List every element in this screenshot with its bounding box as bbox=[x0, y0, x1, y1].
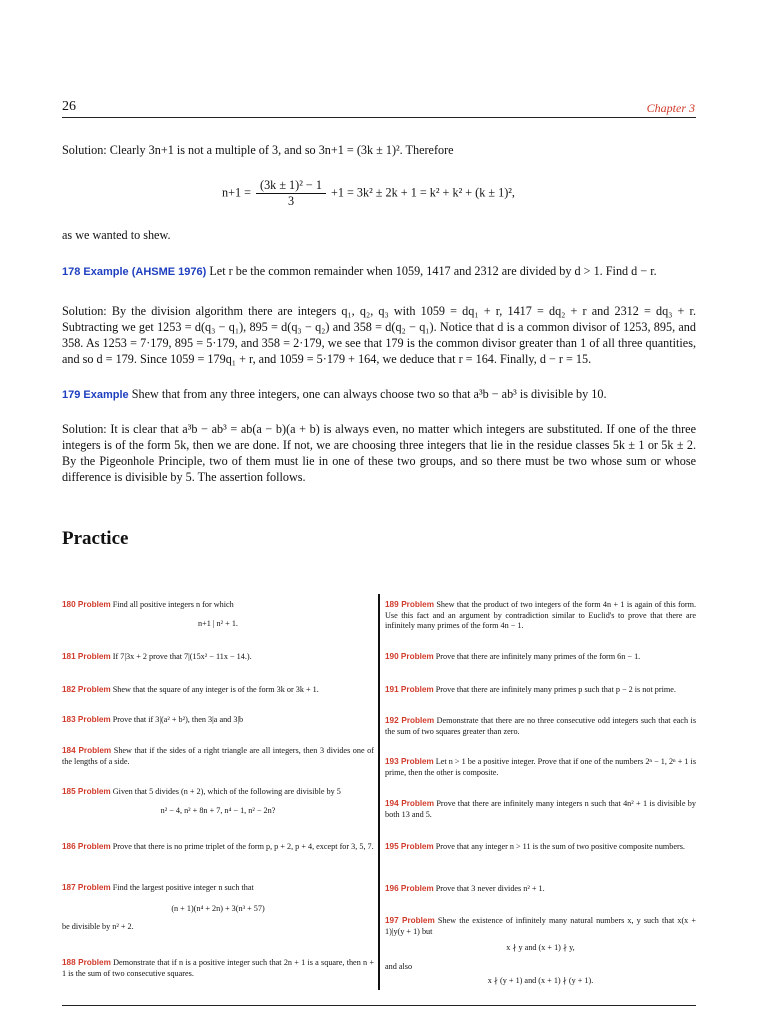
example-178-label: 178 Example (AHSME 1976) bbox=[62, 266, 207, 278]
problem-185-display: n² − 4, n² + 8n + 7, n⁴ − 1, n² − 2n? bbox=[160, 805, 276, 815]
eq-left: n+1 = bbox=[222, 185, 251, 200]
solution-intro: Solution: Clearly 3n+1 is not a multiple of 3, and so 3n+1 = (3k ± 1)². Therefore bbox=[62, 143, 454, 157]
example-179 bbox=[62, 386, 696, 403]
problem-181-text: If 7|3x + 2 prove that 7|(15x² − 11x − 14.). bbox=[112, 652, 252, 661]
problem-181 bbox=[62, 652, 374, 663]
problem-197-label: 197 Problem bbox=[385, 916, 435, 925]
problem-185 bbox=[62, 787, 374, 816]
problem-187-text: Find the largest positive integer n such that bbox=[112, 883, 254, 892]
problem-195-label: 195 Problem bbox=[385, 842, 434, 851]
problem-194-text: Prove that there are infinitely many integers n such that 4n² + 1 is divisible by both 13 and 5. bbox=[385, 799, 696, 819]
example-178 bbox=[62, 263, 696, 280]
problem-185-text: Given that 5 divides (n + 2), which of the following are divisible by 5 bbox=[112, 787, 341, 796]
problem-183-label: 183 Problem bbox=[62, 715, 111, 724]
header-rule bbox=[62, 117, 696, 118]
problem-196-text: Prove that 3 never divides n² + 1. bbox=[435, 884, 545, 893]
eq-denominator: 3 bbox=[287, 194, 295, 208]
problem-191-text: Prove that there are infinitely many primes p such that p − 2 is not prime. bbox=[435, 685, 676, 694]
problem-184 bbox=[62, 746, 374, 767]
problem-184-label: 184 Problem bbox=[62, 746, 112, 755]
problem-195-text: Prove that any integer n > 11 is the sum of two positive composite numbers. bbox=[435, 842, 685, 851]
problem-193-label: 193 Problem bbox=[385, 757, 434, 766]
problem-193-text: Let n > 1 be a positive integer. Prove that if one of the numbers 2ⁿ − 1, 2ⁿ + 1 is prime, then the other is composite. bbox=[385, 757, 697, 777]
problem-181-label: 181 Problem bbox=[62, 652, 111, 661]
problem-186 bbox=[62, 842, 374, 853]
problem-192-label: 192 Problem bbox=[385, 716, 435, 725]
example-179-text: Shew that from any three integers, one can always choose two so that a³b − ab³ is divisible by 10. bbox=[131, 387, 607, 401]
problem-187-after: be divisible by n² + 2. bbox=[62, 922, 134, 931]
problem-194 bbox=[385, 799, 696, 820]
problem-190-text: Prove that there are infinitely many primes of the form 6n − 1. bbox=[435, 652, 641, 661]
footer-rule bbox=[62, 1005, 696, 1006]
example-179-label: 179 Example bbox=[62, 389, 129, 401]
problem-180 bbox=[62, 600, 374, 629]
problem-196-label: 196 Problem bbox=[385, 884, 434, 893]
example-178-solution: Solution: By the division algorithm there are integers q₁, q₂, q₃ with 1059 = dq₁ + r, 1417 = dq₂ + r and 2312 = dq₃ + r. Subtracting we get 1253 = d(q₃ − q₁), 895 = d(q₃ − q₂) and 358 = d(q₂ − q₁). Notice that d is a common divisor of 1253, 895, and 358. As 1253 = 7·179, 895 = 5·179, and 358 = 2·179, we see that 179 is the common divisor greater than 1 of all three quantities, and so d = 179. Since 1059 = 179q₁ + r, and 1059 = 5·179 + 164, we deduce that r = 164. Finally, d − r = 15. bbox=[62, 304, 696, 366]
page-number: 26 bbox=[62, 99, 76, 114]
problem-191-label: 191 Problem bbox=[385, 685, 434, 694]
column-divider bbox=[378, 594, 380, 990]
problem-192 bbox=[385, 716, 696, 737]
problem-188-label: 188 Problem bbox=[62, 958, 111, 967]
problem-197-after: and also bbox=[385, 961, 413, 971]
display-equation bbox=[222, 178, 515, 209]
problem-194-label: 194 Problem bbox=[385, 799, 434, 808]
problem-187-display: (n + 1)(n⁴ + 2n) + 3(n³ + 57) bbox=[171, 903, 265, 913]
problem-180-text: Find all positive integers n for which bbox=[112, 600, 234, 609]
problem-189 bbox=[385, 600, 696, 632]
problem-186-text: Prove that there is no prime triplet of the form p, p + 2, p + 4, except for 3, 5, 7. bbox=[112, 842, 374, 851]
problem-187 bbox=[62, 883, 374, 933]
problem-189-label: 189 Problem bbox=[385, 600, 434, 609]
eq-fraction bbox=[256, 178, 326, 209]
problem-183 bbox=[62, 715, 374, 726]
problem-196 bbox=[385, 884, 696, 895]
example-178-text: Let r be the common remainder when 1059, 1417 and 2312 are divided by d > 1. Find d − r. bbox=[209, 264, 657, 278]
problem-180-display: n+1 | n² + 1. bbox=[198, 618, 238, 628]
problem-183-text: Prove that if 3|(a² + b²), then 3|a and 3|b bbox=[112, 715, 244, 724]
problem-184-text: Shew that if the sides of a right triangle are all integers, then 3 divides one of the lengths of a side. bbox=[62, 746, 374, 766]
problem-182-text: Shew that the square of any integer is of the form 3k or 3k + 1. bbox=[112, 685, 319, 694]
problem-197 bbox=[385, 916, 696, 987]
eq-right: +1 = 3k² ± 2k + 1 = k² + k² + (k ± 1)², bbox=[330, 185, 515, 200]
problem-187-label: 187 Problem bbox=[62, 883, 111, 892]
solution-closing: as we wanted to shew. bbox=[62, 228, 171, 242]
problem-193 bbox=[385, 757, 696, 778]
problem-190 bbox=[385, 652, 696, 663]
problem-191 bbox=[385, 685, 696, 696]
problem-192-text: Demonstrate that there are no three consecutive odd integers such that each is the sum of two squares greater than zero. bbox=[385, 716, 697, 736]
problem-197-text: Shew the existence of infinitely many natural numbers x, y such that x(x + 1)|y(y + 1) but bbox=[385, 916, 696, 936]
problem-182 bbox=[62, 685, 374, 696]
problem-180-label: 180 Problem bbox=[62, 600, 111, 609]
problem-182-label: 182 Problem bbox=[62, 685, 111, 694]
problem-188-text: Demonstrate that if n is a positive integer such that 2n + 1 is a square, then n + 1 is the sum of two consecutive squares. bbox=[62, 958, 374, 978]
practice-heading: Practice bbox=[62, 528, 129, 549]
problem-186-label: 186 Problem bbox=[62, 842, 111, 851]
problem-197-display: x ∤ y and (x + 1) ∤ y, bbox=[506, 943, 575, 952]
problem-197-display2: x ∤ (y + 1) and (x + 1) ∤ (y + 1). bbox=[487, 976, 594, 985]
problem-185-label: 185 Problem bbox=[62, 787, 111, 796]
chapter-heading: Chapter 3 bbox=[646, 101, 695, 115]
problem-189-text: Shew that the product of two integers of the form 4n + 1 is again of this form. Use this fact and an argument by contradiction similar to Euclid's to prove that there are infinitely many primes of the form 4n − 1. bbox=[385, 600, 696, 630]
example-179-solution: Solution: It is clear that a³b − ab³ = ab(a − b)(a + b) is always even, no matter which integers are substituted. If one of the three integers is of the form 5k, then we are done. If not, we are choosing three integers that lie in the residue classes 5k ± 1 or 5k ± 2. By the Pigeonhole Principle, two of them must lie in one of these two groups, and so there must be two whose sum or whose difference is divisible by 5. The assertion follows. bbox=[62, 422, 696, 484]
problem-195 bbox=[385, 842, 696, 853]
eq-numerator: (3k ± 1)² − 1 bbox=[256, 178, 326, 194]
problem-188 bbox=[62, 958, 374, 979]
problem-190-label: 190 Problem bbox=[385, 652, 434, 661]
